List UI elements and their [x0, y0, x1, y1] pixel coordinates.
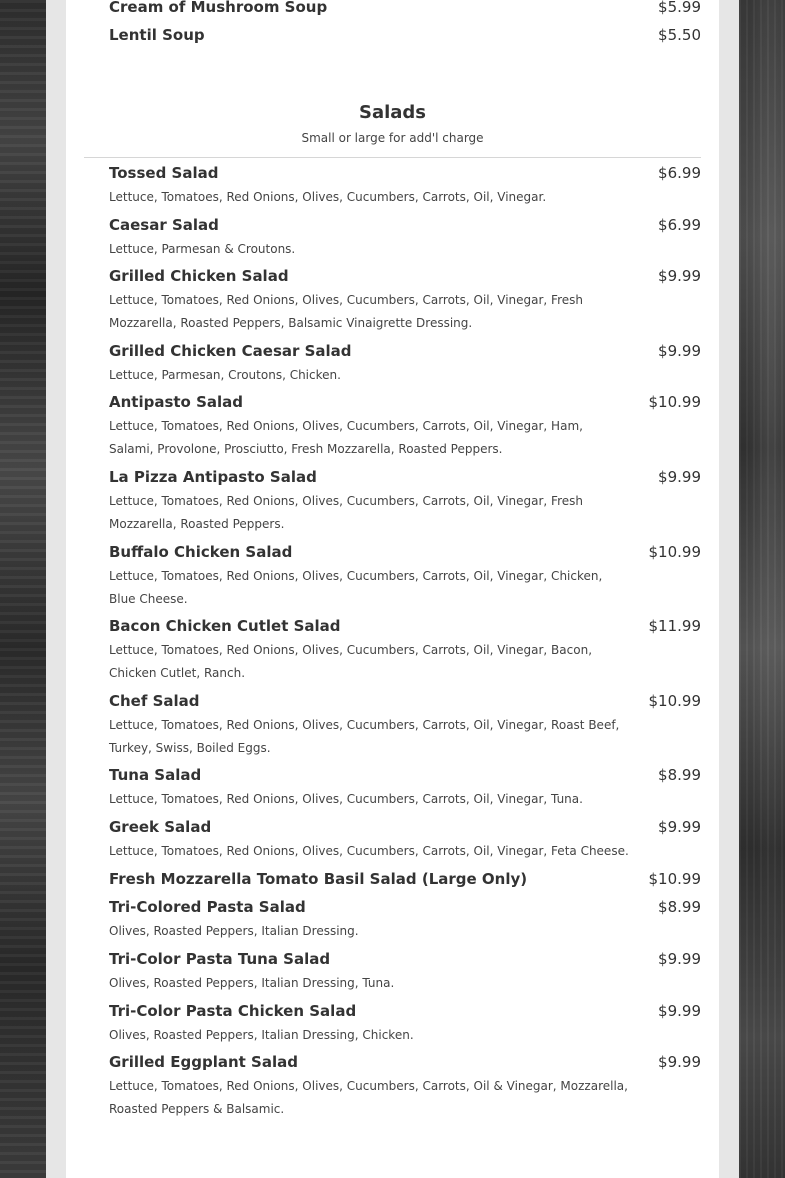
- menu-item-description: Olives, Roasted Peppers, Italian Dressing.: [109, 924, 359, 938]
- menu-item-name: Cream of Mushroom Soup: [109, 0, 328, 16]
- menu-item-description: Lettuce, Tomatoes, Red Onions, Olives, Cucumbers, Carrots, Oil, Vinegar, Ham, Salami, Provolone, Prosciutto, Fresh Mozzarella, Roasted Peppers.: [109, 419, 583, 456]
- menu-item-price: $11.99: [648, 617, 701, 635]
- menu-item-price: $9.99: [658, 1002, 701, 1020]
- menu-item-description: Lettuce, Tomatoes, Red Onions, Olives, Cucumbers, Carrots, Oil, Vinegar, Fresh Mozzarella, Roasted Peppers, Balsamic Vinaigrette Dressing.: [109, 293, 583, 330]
- section-subtitle: Small or large for add'l charge: [301, 131, 484, 145]
- menu-item-name: Grilled Chicken Salad: [109, 267, 289, 285]
- menu-item: [109, 617, 701, 687]
- background-photo-right: [739, 0, 785, 1178]
- menu-item-description: Lettuce, Tomatoes, Red Onions, Olives, Cucumbers, Carrots, Oil, Vinegar.: [109, 190, 547, 204]
- section-divider: [84, 157, 701, 158]
- menu-item: [109, 216, 701, 262]
- menu-item-name: Buffalo Chicken Salad: [109, 543, 293, 561]
- menu-item: [109, 543, 701, 613]
- menu-item-price: $10.99: [648, 870, 701, 888]
- menu-item: [109, 393, 701, 463]
- menu-item: [109, 692, 701, 762]
- menu-item-name: Chef Salad: [109, 692, 200, 710]
- menu-item-price: $9.99: [658, 468, 701, 486]
- menu-item-price: $9.99: [658, 1053, 701, 1071]
- menu-item-price: $9.99: [658, 267, 701, 285]
- menu-item-name: Grilled Chicken Caesar Salad: [109, 342, 352, 360]
- background-photo-left: [0, 0, 46, 1178]
- menu-item-description: Olives, Roasted Peppers, Italian Dressing, Tuna.: [109, 976, 395, 990]
- menu-item: [109, 766, 701, 812]
- menu-item: [109, 0, 701, 20]
- menu-item: [109, 898, 701, 944]
- menu-item-description: Lettuce, Parmesan & Croutons.: [109, 242, 296, 256]
- menu-item-price: $9.99: [658, 818, 701, 836]
- menu-item-name: La Pizza Antipasto Salad: [109, 468, 317, 486]
- menu-item-description: Lettuce, Parmesan, Croutons, Chicken.: [109, 368, 341, 382]
- menu-item: [109, 164, 701, 210]
- menu-item-description: Lettuce, Tomatoes, Red Onions, Olives, Cucumbers, Carrots, Oil, Vinegar, Fresh Mozzarella, Roasted Peppers.: [109, 494, 583, 531]
- menu-item-name: Grilled Eggplant Salad: [109, 1053, 298, 1071]
- menu-item-price: $10.99: [648, 692, 701, 710]
- menu-item-name: Tri-Color Pasta Tuna Salad: [109, 950, 331, 968]
- menu-item: [109, 342, 701, 388]
- menu-item-price: $8.99: [658, 766, 701, 784]
- menu-item: [109, 267, 701, 337]
- menu-item-description: Lettuce, Tomatoes, Red Onions, Olives, Cucumbers, Carrots, Oil & Vinegar, Mozzarella, Roasted Peppers & Balsamic.: [109, 1079, 628, 1116]
- menu-item-description: Lettuce, Tomatoes, Red Onions, Olives, Cucumbers, Carrots, Oil, Vinegar, Feta Cheese.: [109, 844, 629, 858]
- menu-item-price: $8.99: [658, 898, 701, 916]
- menu-item-name: Bacon Chicken Cutlet Salad: [109, 617, 341, 635]
- menu-item-description: Olives, Roasted Peppers, Italian Dressing, Chicken.: [109, 1028, 414, 1042]
- menu-item-price: $6.99: [658, 164, 701, 182]
- menu-item-price: $9.99: [658, 342, 701, 360]
- menu-item-price: $10.99: [648, 393, 701, 411]
- menu-item-price: $5.99: [658, 0, 701, 16]
- menu-item-name: Antipasto Salad: [109, 393, 244, 411]
- menu-item-name: Greek Salad: [109, 818, 212, 836]
- menu-item-description: Lettuce, Tomatoes, Red Onions, Olives, Cucumbers, Carrots, Oil, Vinegar, Roast Beef, Turkey, Swiss, Boiled Eggs.: [109, 718, 620, 755]
- menu-item-name: Tri-Colored Pasta Salad: [109, 898, 306, 916]
- menu-item-name: Tri-Color Pasta Chicken Salad: [109, 1002, 357, 1020]
- menu-item-price: $6.99: [658, 216, 701, 234]
- menu-item-name: Lentil Soup: [109, 26, 205, 44]
- menu-item-name: Tossed Salad: [109, 164, 219, 182]
- menu-item: [109, 1002, 701, 1048]
- section-title: Salads: [358, 102, 427, 123]
- menu-item-description: Lettuce, Tomatoes, Red Onions, Olives, Cucumbers, Carrots, Oil, Vinegar, Tuna.: [109, 792, 583, 806]
- menu-item-description: Lettuce, Tomatoes, Red Onions, Olives, Cucumbers, Carrots, Oil, Vinegar, Chicken, Blue Cheese.: [109, 569, 603, 606]
- menu-item: [109, 870, 701, 892]
- menu-item-name: Fresh Mozzarella Tomato Basil Salad (Large Only): [109, 870, 528, 888]
- menu-item: [109, 26, 701, 48]
- menu-item-name: Tuna Salad: [109, 766, 202, 784]
- menu-item-description: Lettuce, Tomatoes, Red Onions, Olives, Cucumbers, Carrots, Oil, Vinegar, Bacon, Chicken Cutlet, Ranch.: [109, 643, 593, 680]
- menu-item-price: $5.50: [658, 26, 701, 44]
- menu-item-price: $10.99: [648, 543, 701, 561]
- menu-item: [109, 818, 701, 864]
- menu-item: [109, 468, 701, 538]
- menu-item: [109, 1053, 701, 1123]
- menu-item-name: Caesar Salad: [109, 216, 219, 234]
- menu-item: [109, 950, 701, 996]
- menu-item-price: $9.99: [658, 950, 701, 968]
